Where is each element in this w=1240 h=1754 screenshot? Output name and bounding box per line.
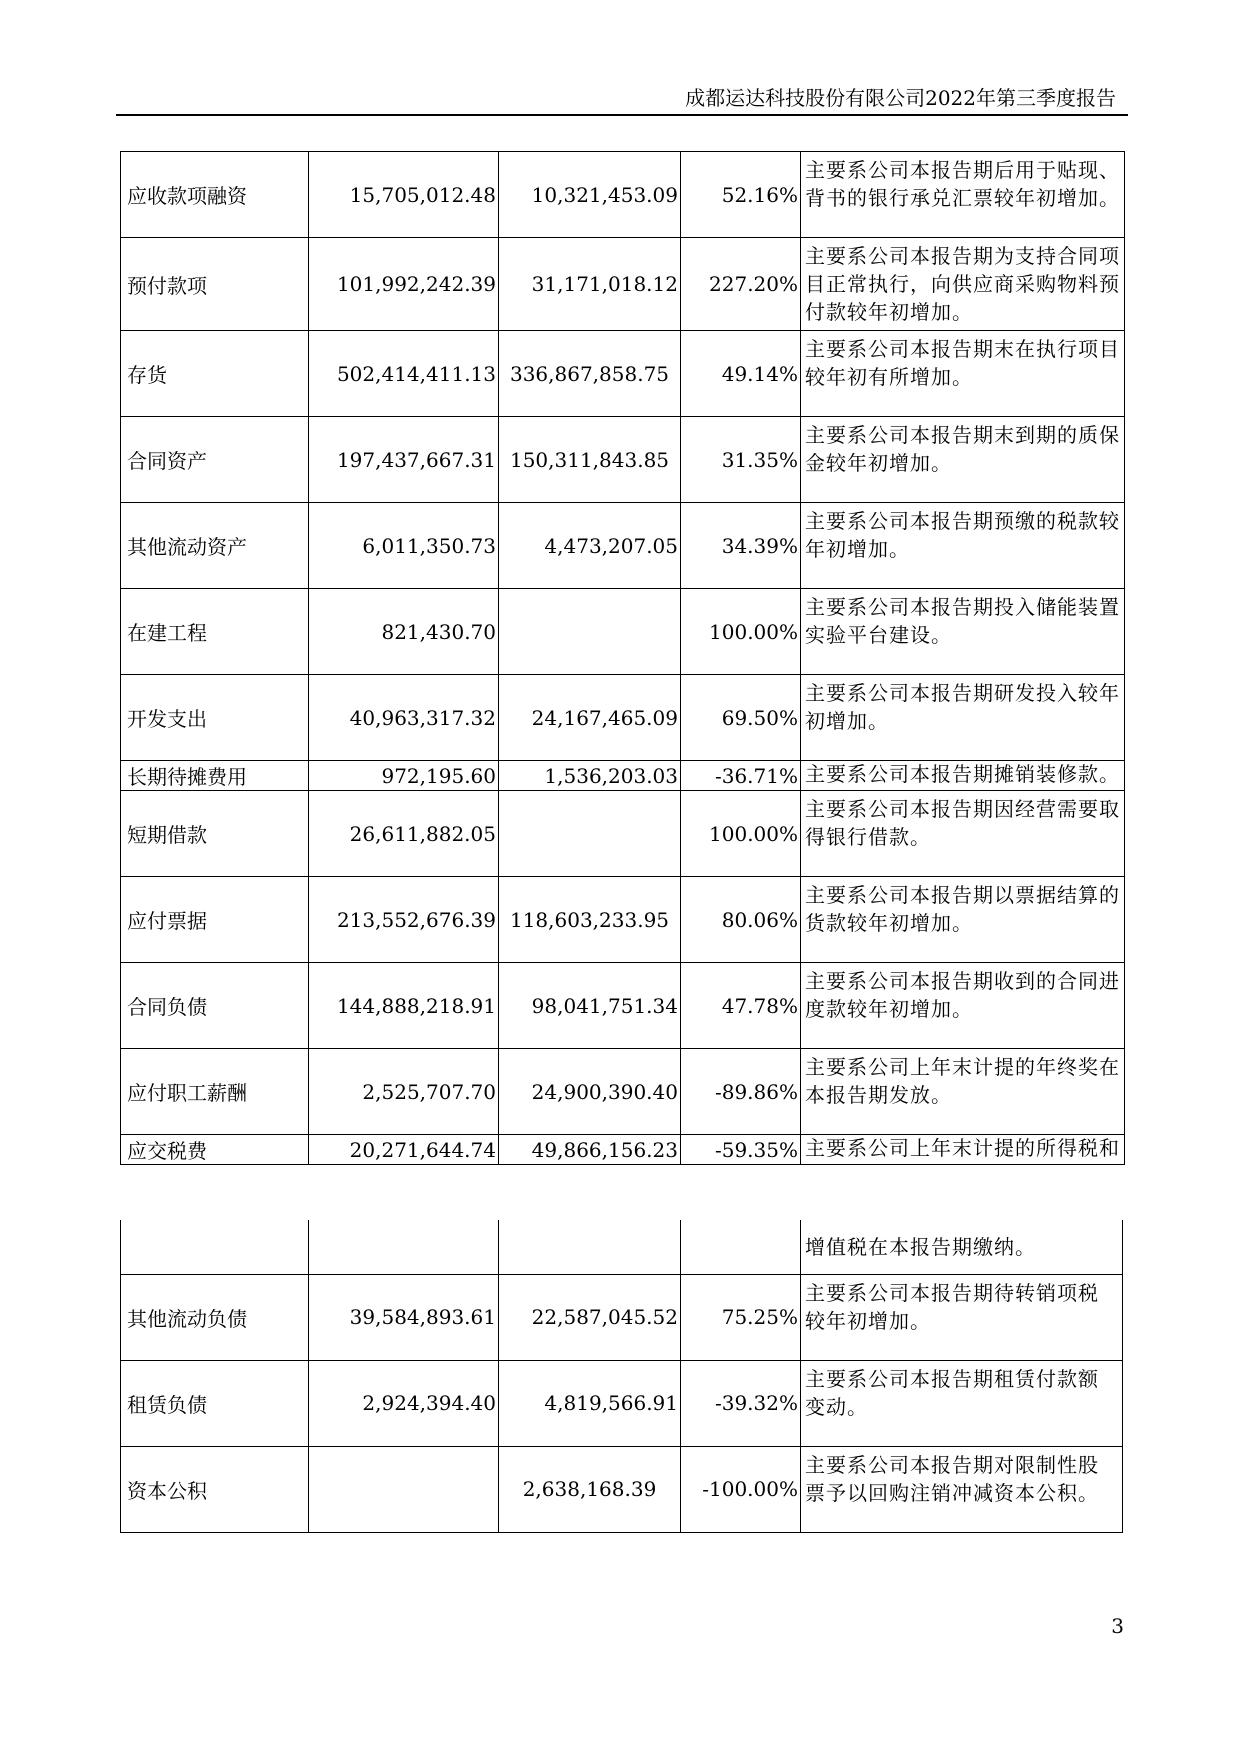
table-row: [121, 791, 1125, 877]
change-reason: 主要系公司本报告期预缴的税款较年初增加。: [801, 503, 1125, 589]
change-rate: 52.16%: [681, 152, 801, 238]
change-reason: 主要系公司上年末计提的年终奖在本报告期发放。: [801, 1049, 1125, 1135]
item-name: 租赁负债: [121, 1360, 309, 1446]
current-amount: 144,888,218.91: [309, 963, 499, 1049]
current-amount: 20,271,644.74: [309, 1135, 499, 1165]
table-row: [121, 761, 1125, 791]
table-row: [121, 675, 1125, 761]
item-name: 长期待摊费用: [121, 761, 309, 791]
item-name: 开发支出: [121, 675, 309, 761]
item-name: 应收款项融资: [121, 152, 309, 238]
prior-amount: 4,473,207.05: [499, 503, 681, 589]
change-rate: 34.39%: [681, 503, 801, 589]
prior-amount: 22,587,045.52: [499, 1274, 681, 1360]
current-amount: 2,924,394.40: [309, 1360, 499, 1446]
change-reason: 主要系公司本报告期研发投入较年初增加。: [801, 675, 1125, 761]
change-reason: 主要系公司本报告期因经营需要取得银行借款。: [801, 791, 1125, 877]
table-row: [121, 589, 1125, 675]
item-name: 资本公积: [121, 1446, 309, 1532]
item-name: 其他流动负债: [121, 1274, 309, 1360]
prior-amount: 24,900,390.40: [499, 1049, 681, 1135]
prior-amount: 98,041,751.34: [499, 963, 681, 1049]
change-rate: 100.00%: [681, 589, 801, 675]
table-row: [121, 1274, 1123, 1360]
prior-amount: 118,603,233.95: [499, 877, 681, 963]
table-row: [121, 877, 1125, 963]
change-rate: -100.00%: [681, 1446, 801, 1532]
change-reason: 主要系公司本报告期收到的合同进度款较年初增加。: [801, 963, 1125, 1049]
prior-amount: 49,866,156.23: [499, 1135, 681, 1165]
prior-amount: 1,536,203.03: [499, 761, 681, 791]
page-number: 3: [1111, 1614, 1124, 1638]
balance-change-table-continued: [120, 1220, 1123, 1533]
change-rate: -59.35%: [681, 1135, 801, 1165]
current-amount: 821,430.70: [309, 589, 499, 675]
change-rate: -39.32%: [681, 1360, 801, 1446]
item-name: 应交税费: [121, 1135, 309, 1165]
change-rate: 75.25%: [681, 1274, 801, 1360]
change-rate: 227.20%: [681, 238, 801, 331]
table-row: [121, 152, 1125, 238]
item-name: 预付款项: [121, 238, 309, 331]
change-reason: 主要系公司本报告期租赁付款额变动。: [801, 1360, 1123, 1446]
change-rate: 100.00%: [681, 791, 801, 877]
change-reason: 主要系公司本报告期后用于贴现、背书的银行承兑汇票较年初增加。: [801, 152, 1125, 238]
table-row: [121, 331, 1125, 417]
prior-amount: 2,638,168.39: [499, 1446, 681, 1532]
current-amount: 197,437,667.31: [309, 417, 499, 503]
prior-amount: 10,321,453.09: [499, 152, 681, 238]
report-header-title: 成都运达科技股份有限公司2022年第三季度报告: [685, 86, 1116, 110]
current-amount: 39,584,893.61: [309, 1274, 499, 1360]
prior-amount: 31,171,018.12: [499, 238, 681, 331]
item-name: 合同负债: [121, 963, 309, 1049]
change-reason: 主要系公司本报告期对限制性股票予以回购注销冲减资本公积。: [801, 1446, 1123, 1532]
current-amount: 213,552,676.39: [309, 877, 499, 963]
change-reason: 主要系公司本报告期待转销项税较年初增加。: [801, 1274, 1123, 1360]
prior-amount: 24,167,465.09: [499, 675, 681, 761]
table-row: [121, 1049, 1125, 1135]
empty-cell: [681, 1220, 801, 1274]
change-rate: -36.71%: [681, 761, 801, 791]
change-reason: 增值税在本报告期缴纳。: [801, 1220, 1123, 1274]
prior-amount: [499, 791, 681, 877]
prior-amount: [499, 589, 681, 675]
item-name: 合同资产: [121, 417, 309, 503]
current-amount: 40,963,317.32: [309, 675, 499, 761]
change-reason: 主要系公司本报告期以票据结算的货款较年初增加。: [801, 877, 1125, 963]
current-amount: 972,195.60: [309, 761, 499, 791]
item-name: 应付票据: [121, 877, 309, 963]
change-rate: 47.78%: [681, 963, 801, 1049]
empty-cell: [121, 1220, 309, 1274]
change-reason: 主要系公司本报告期末在执行项目较年初有所增加。: [801, 331, 1125, 417]
current-amount: 502,414,411.13: [309, 331, 499, 417]
change-rate: 69.50%: [681, 675, 801, 761]
prior-amount: 150,311,843.85: [499, 417, 681, 503]
header-divider: [116, 114, 1128, 116]
item-name: 其他流动资产: [121, 503, 309, 589]
item-name: 应付职工薪酬: [121, 1049, 309, 1135]
current-amount: 15,705,012.48: [309, 152, 499, 238]
table-row: [121, 503, 1125, 589]
table-row: [121, 417, 1125, 503]
balance-change-table: [120, 151, 1125, 1165]
table-row: [121, 1360, 1123, 1446]
change-reason: 主要系公司本报告期为支持合同项目正常执行，向供应商采购物料预付款较年初增加。: [801, 238, 1125, 331]
change-reason: 主要系公司本报告期摊销装修款。: [801, 761, 1125, 791]
change-rate: 31.35%: [681, 417, 801, 503]
change-rate: 49.14%: [681, 331, 801, 417]
prior-amount: 336,867,858.75: [499, 331, 681, 417]
table-row: [121, 1446, 1123, 1532]
current-amount: 2,525,707.70: [309, 1049, 499, 1135]
table-row: [121, 963, 1125, 1049]
change-reason: 主要系公司本报告期投入储能装置实验平台建设。: [801, 589, 1125, 675]
item-name: 存货: [121, 331, 309, 417]
change-rate: 80.06%: [681, 877, 801, 963]
current-amount: [309, 1446, 499, 1532]
item-name: 在建工程: [121, 589, 309, 675]
change-reason: 主要系公司本报告期末到期的质保金较年初增加。: [801, 417, 1125, 503]
current-amount: 101,992,242.39: [309, 238, 499, 331]
table-row-continuation: [121, 1220, 1123, 1274]
table-row: [121, 1135, 1125, 1165]
empty-cell: [309, 1220, 499, 1274]
empty-cell: [499, 1220, 681, 1274]
current-amount: 6,011,350.73: [309, 503, 499, 589]
table-row: [121, 238, 1125, 331]
prior-amount: 4,819,566.91: [499, 1360, 681, 1446]
current-amount: 26,611,882.05: [309, 791, 499, 877]
change-reason: 主要系公司上年末计提的所得税和: [801, 1135, 1125, 1165]
change-rate: -89.86%: [681, 1049, 801, 1135]
item-name: 短期借款: [121, 791, 309, 877]
